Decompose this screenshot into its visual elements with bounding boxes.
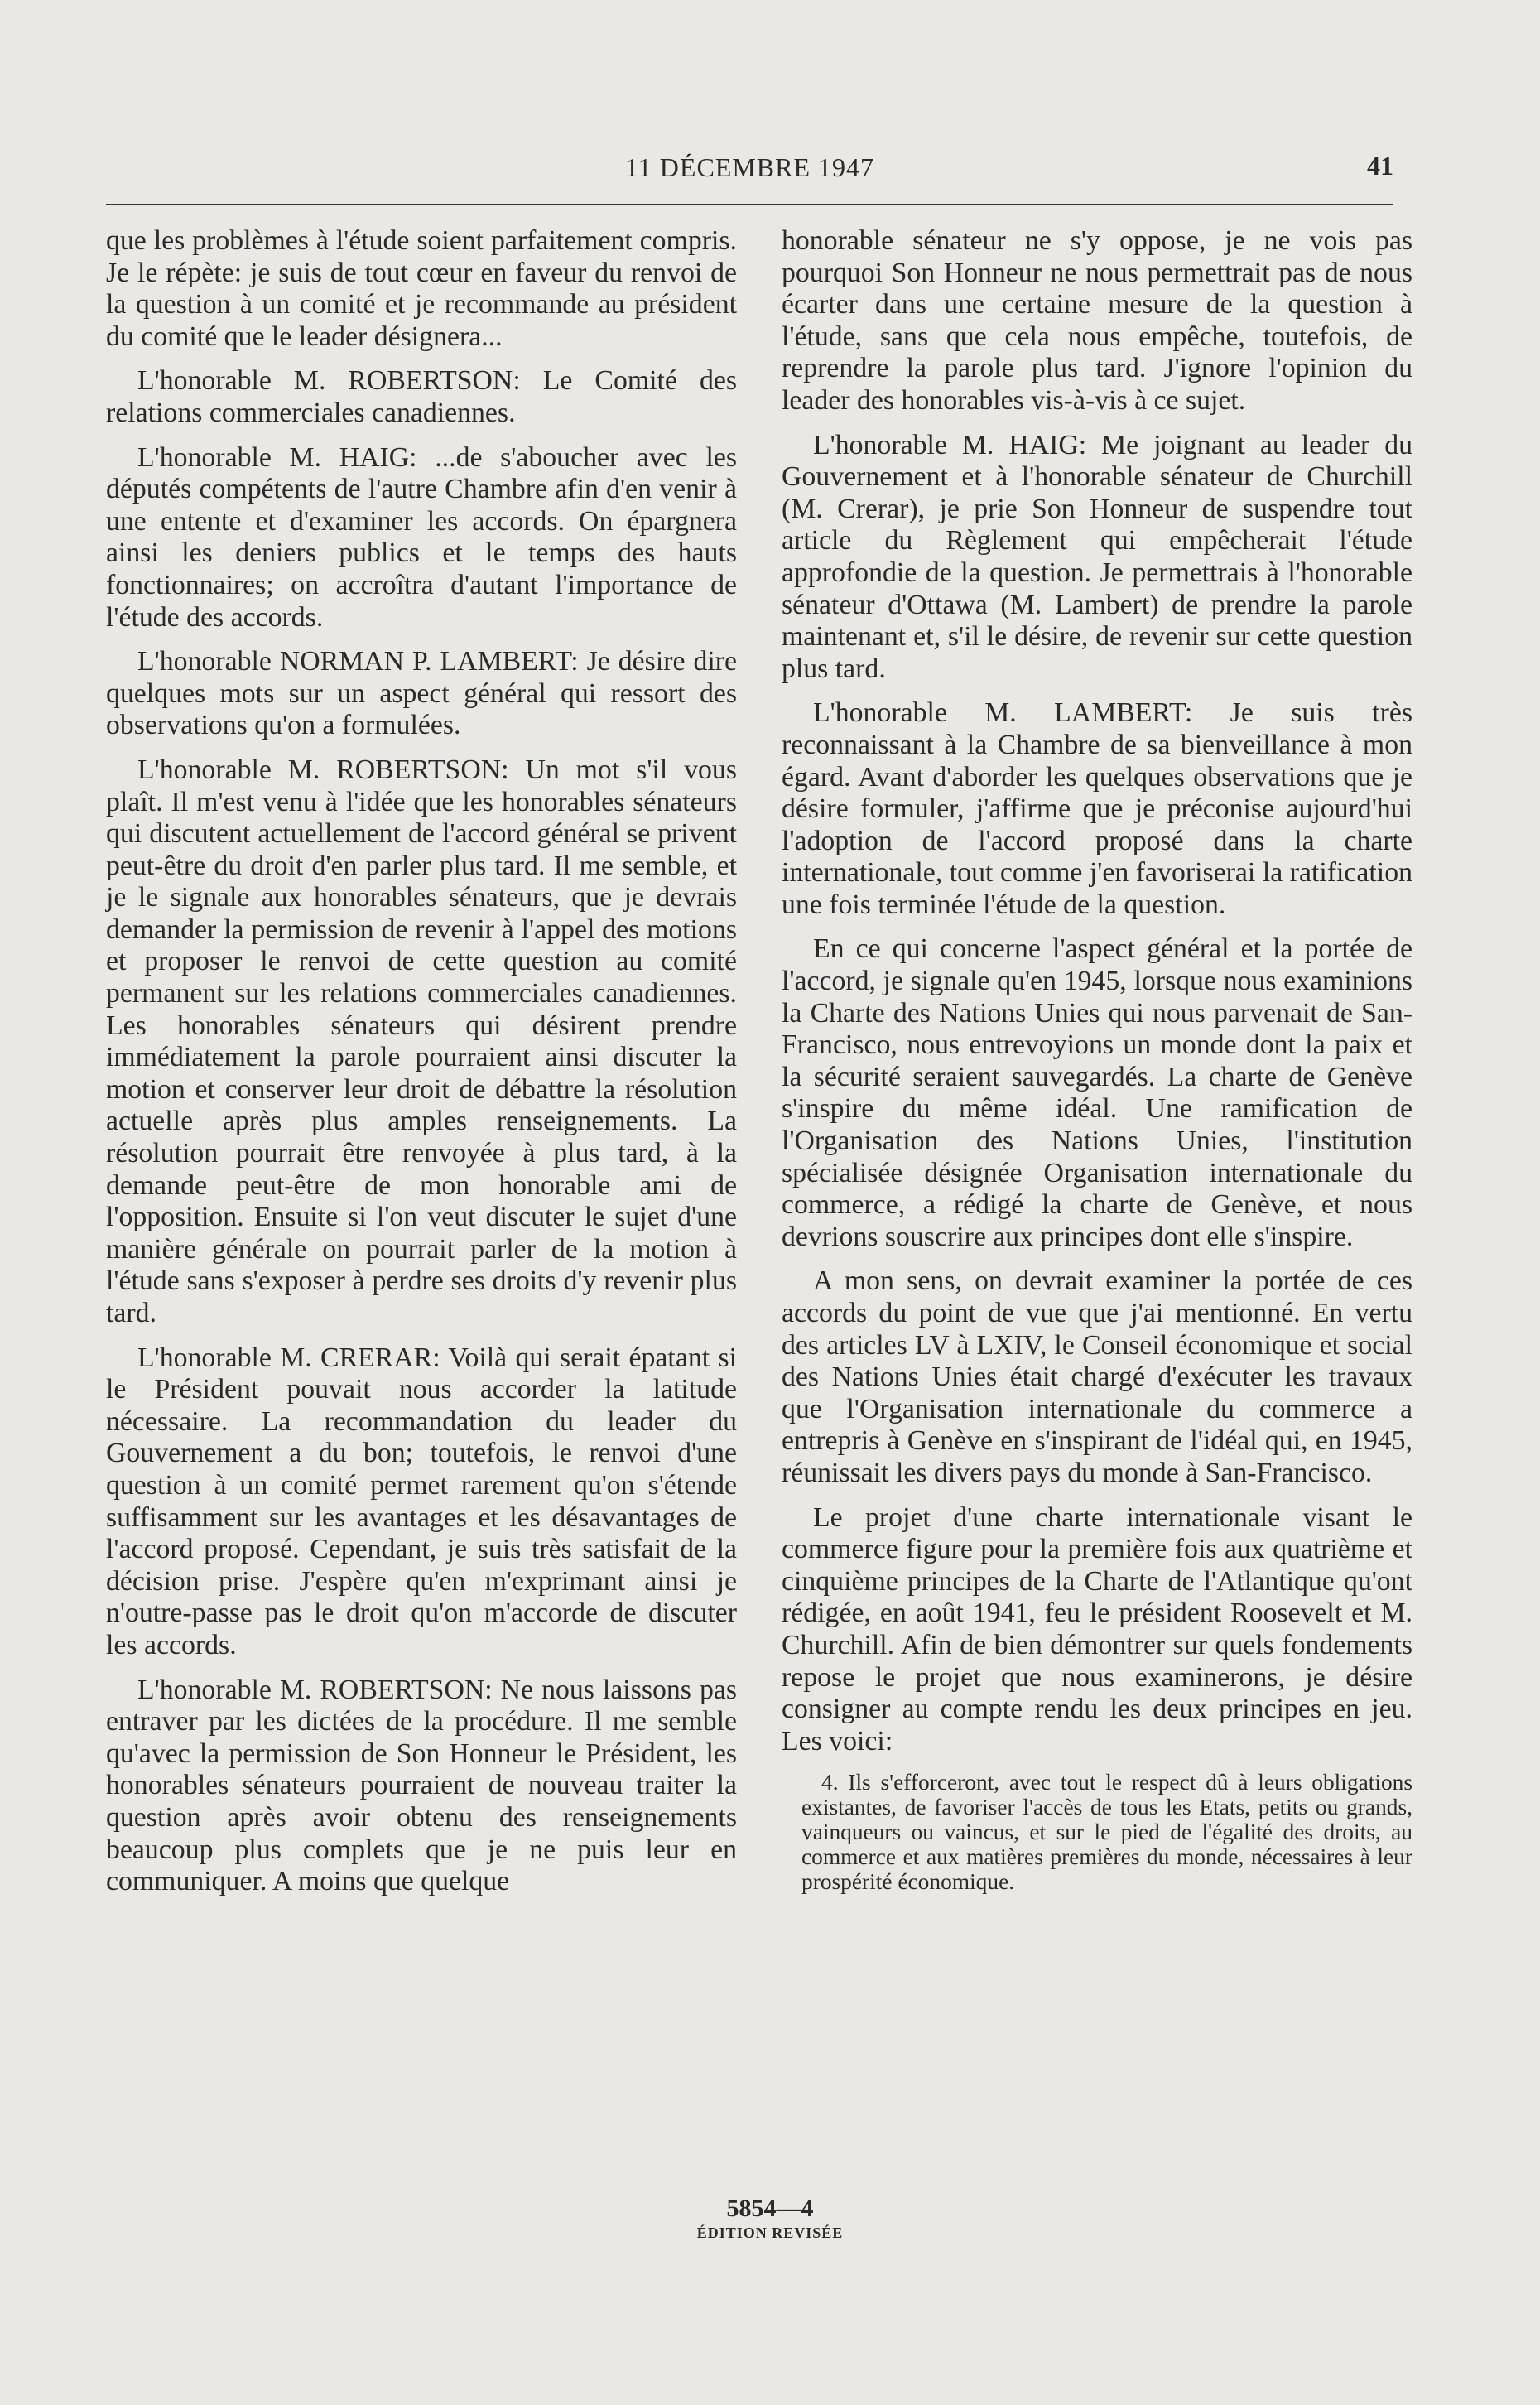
paragraph: L'honorable M. ROBERTSON: Ne nous laissons pas entraver par les dictées de la procédure. Il me semble qu'avec la permission de Son Honneur le Président, les honorables sénateurs pourraient de nouveau traiter la question après avoir obtenu des renseignements beaucoup plus complets que je ne puis leur en communiquer. A moins que quelque <box>106 1674 737 1897</box>
paragraph: L'honorable M. HAIG: ...de s'aboucher avec les députés compétents de l'autre Chambre afin d'en venir à une entente et d'examiner les accords. On épargnera ainsi les deniers publics et le temps des hauts fonctionnaires; on accroîtra d'autant l'importance de l'étude des accords. <box>106 441 737 633</box>
paragraph: En ce qui concerne l'aspect général et la portée de l'accord, je signale qu'en 1945, lorsque nous examinions la Charte des Nations Unies qui nous parvenait de San-Francisco, nous entrevoyions un monde dont la paix et la sécurité seraient sauvegardés. La charte de Genève s'inspire du même idéal. Une ramification de l'Organisation des Nations Unies, l'institution spécialisée désignée Organisation internationale du commerce, a rédigé la charte de Genève, et nous devrions souscrire aux principes dont elle s'inspire. <box>782 933 1412 1252</box>
left-column <box>106 225 737 1911</box>
page-footer <box>0 2195 1540 2242</box>
page-number: 41 <box>1367 151 1393 181</box>
block-quote: 4. Ils s'efforceront, avec tout le respect dû à leurs obligations existantes, de favoriser l'accès de tous les Etats, petits ou grands, vainqueurs ou vaincus, et sur le pied de l'égalité des droits, au commerce et aux matières premières du monde, nécessaires à leur prospérité économique. <box>801 1770 1412 1895</box>
paragraph: L'honorable NORMAN P. LAMBERT: Je désire dire quelques mots sur un aspect général qui ressort des observations qu'on a formulées. <box>106 646 737 741</box>
paragraph: Le projet d'une charte internationale visant le commerce figure pour la première fois aux quatrième et cinquième principes de la Charte de l'Atlantique qu'ont rédigée, en août 1941, feu le président Roosevelt et M. Churchill. Afin de bien démontrer sur quels fondements repose le projet que nous examinerons, je désire consigner au compte rendu les deux principes en jeu. Les voici: <box>782 1501 1412 1757</box>
paragraph: L'honorable M. ROBERTSON: Un mot s'il vous plaît. Il m'est venu à l'idée que les honorables sénateurs qui discutent actuellement de l'accord général se privent peut-être du droit d'en parler plus tard. Il me semble, et je le signale aux honorables sénateurs, que je devrais demander la permission de revenir à l'appel des motions et proposer le renvoi de cette question au comité permanent sur les relations commerciales canadiennes. Les honorables sénateurs qui désirent prendre immédiatement la parole pourraient ainsi discuter la motion et conserver leur droit de débattre la résolution actuelle après plus amples renseignements. La résolution pourrait être renvoyée à plus tard, à la demande peut-être de mon honorable ami de l'opposition. Ensuite si l'on veut discuter le sujet d'une manière générale on pourrait parler de la motion à l'étude sans s'exposer à perdre ses droits d'y revenir plus tard. <box>106 754 737 1328</box>
page-header <box>106 147 1393 197</box>
paragraph: honorable sénateur ne s'y oppose, je ne vois pas pourquoi Son Honneur ne nous permettrait pas de nous écarter dans une certaine mesure de la question à l'étude, sans que cela nous empêche, toutefois, de reprendre la parole plus tard. J'ignore l'opinion du leader des honorables vis-à-vis à ce sujet. <box>782 225 1412 416</box>
footer-edition: ÉDITION REVISÉE <box>696 2224 844 2241</box>
paragraph: que les problèmes à l'étude soient parfaitement compris. Je le répète: je suis de tout cœur en faveur du renvoi de la question à un comité et je recommande au président du comité que le leader désignera... <box>106 225 737 352</box>
paragraph: L'honorable M. CRERAR: Voilà qui serait épatant si le Président pouvait nous accorder la latitude nécessaire. La recommandation du leader du Gouvernement a du bon; toutefois, le renvoi d'une question à un comité permet rarement qu'on s'étende suffisamment sur les avantages et les désavantages de l'accord proposé. Cependant, je suis très satisfait de la décision prise. J'espère qu'en m'exprimant ainsi je n'outre-passe pas le droit qu'on m'accorde de discuter les accords. <box>106 1342 737 1660</box>
paragraph: A mon sens, on devrait examiner la portée de ces accords du point de vue que j'ai mentionné. En vertu des articles LV à LXIV, le Conseil économique et social des Nations Unies était chargé d'exécuter les travaux que l'Organisation internationale du commerce a entrepris à Genève en s'inspirant de l'idéal qui, en 1945, réunissait les divers pays du monde à San-Francisco. <box>782 1265 1412 1488</box>
header-rule <box>106 204 1393 205</box>
right-column <box>782 225 1412 1906</box>
header-date: 11 DÉCEMBRE 1947 <box>624 152 875 182</box>
footer-code: 5854—4 <box>726 2195 814 2222</box>
paragraph: L'honorable M. HAIG: Me joignant au leader du Gouvernement et à l'honorable sénateur de Churchill (M. Crerar), je prie Son Honneur de suspendre tout article du Règlement qui empêcherait l'étude approfondie de la question. Je permettrais à l'honorable sénateur d'Ottawa (M. Lambert) de prendre la parole maintenant et, s'il le désire, de revenir sur cette question plus tard. <box>782 429 1412 684</box>
paragraph: L'honorable M. LAMBERT: Je suis très reconnaissant à la Chambre de sa bienveillance à mon égard. Avant d'aborder les quelques observations que je désire formuler, j'affirme que je préconise aujourd'hui l'adoption de l'accord proposé dans la charte internationale, tout comme j'en favoriserai la ratification une fois terminée l'étude de la question. <box>782 697 1412 920</box>
paragraph: L'honorable M. ROBERTSON: Le Comité des relations commerciales canadiennes. <box>106 365 737 428</box>
